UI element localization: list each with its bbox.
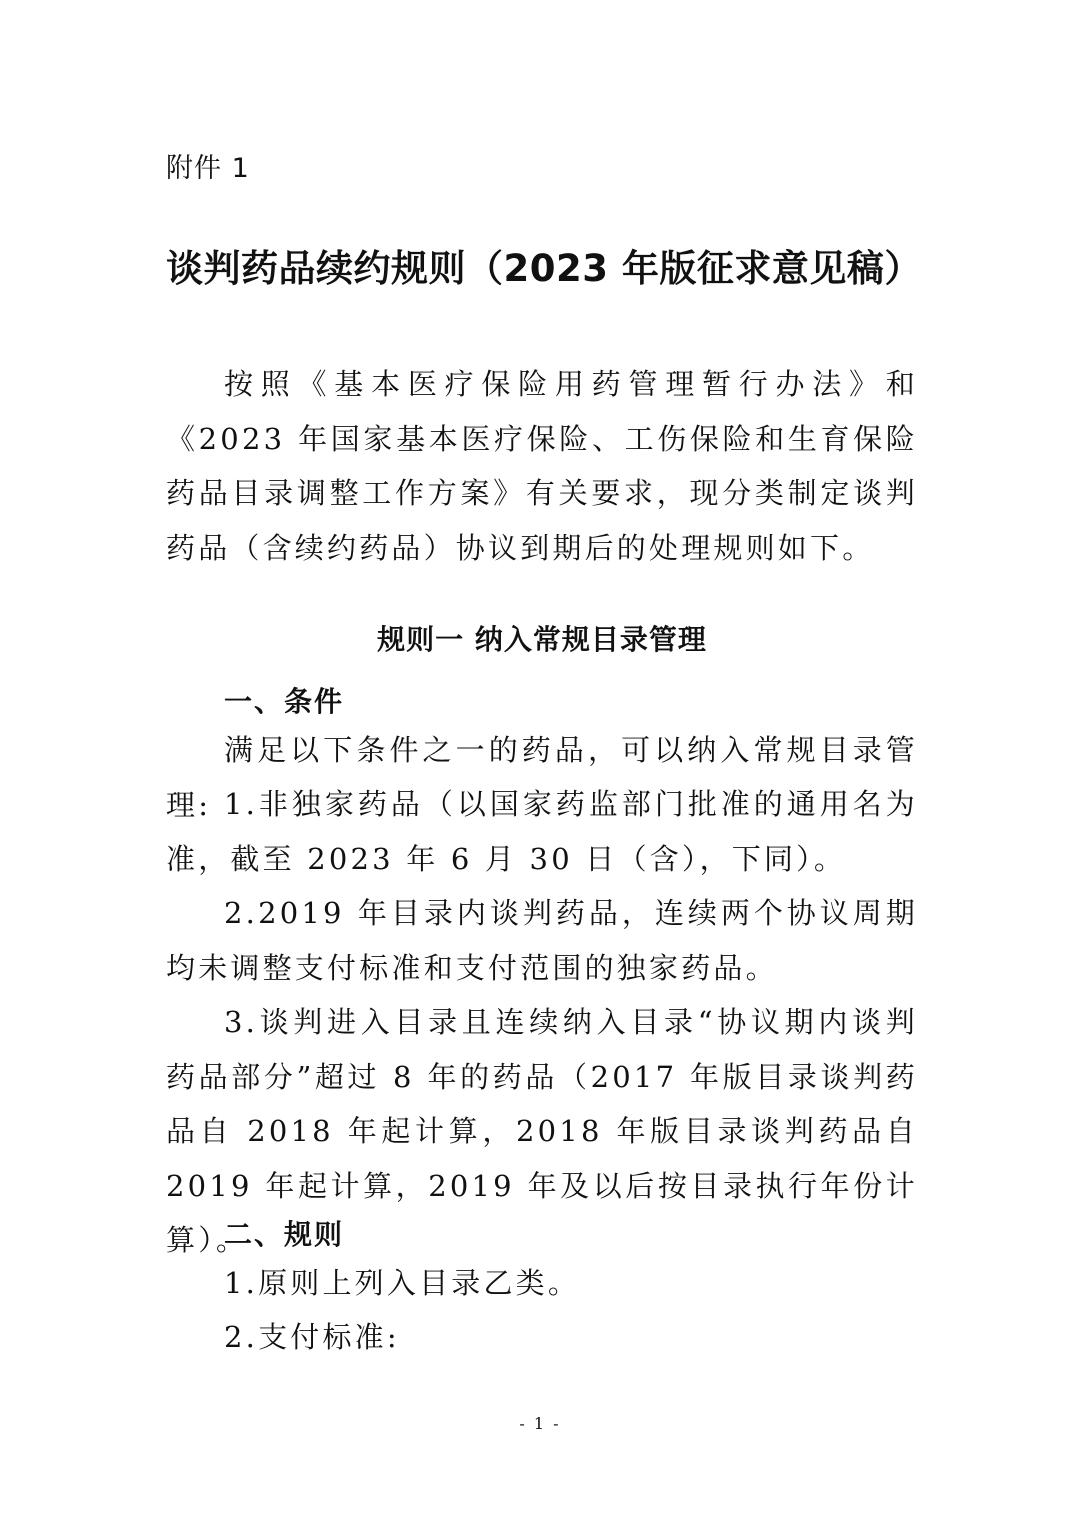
condition-item-1: 1.非独家药品（以国家药监部门批准的通用名为准，截至 2023 年 6 月 30 日（含），下同）。 [166,787,918,876]
rule-one-title: 规则一 纳入常规目录管理 [377,623,707,656]
conditions-lead: 满足以下条件之一的药品，可以纳入常规目录管理: [166,733,918,822]
condition-item-3: 3.谈判进入目录且连续纳入目录“协议期内谈判药品部分”超过 8 年的药品（2017 年版目录谈判药品自 2018 年起计算，2018 年版目录谈判药品自 2019 年起计算，2019 年及以后按目录执行年份计算）。 [166,1005,918,1257]
section-conditions-heading: 一、条件 [224,685,345,718]
attachment-label: 附件 1 [166,153,250,184]
rule-item-2: 2.支付标准: [224,1320,400,1354]
document-title: 谈判药品续约规则（2023 年版征求意见稿） [166,247,922,290]
intro-paragraph: 按照《基本医疗保险用药管理暂行办法》和《2023 年国家基本医疗保险、工伤保险和生育保险药品目录调整工作方案》有关要求，现分类制定谈判药品（含续约药品）协议到期后的处理规则如下。 [166,367,918,565]
section-rules-heading: 二、规则 [224,1218,345,1251]
condition-item-2: 2.2019 年目录内谈判药品，连续两个协议周期均未调整支付标准和支付范围的独家药品。 [166,896,918,985]
page-number: - 1 - [519,1414,561,1433]
rule-item-1: 1.原则上列入目录乙类。 [224,1266,581,1300]
